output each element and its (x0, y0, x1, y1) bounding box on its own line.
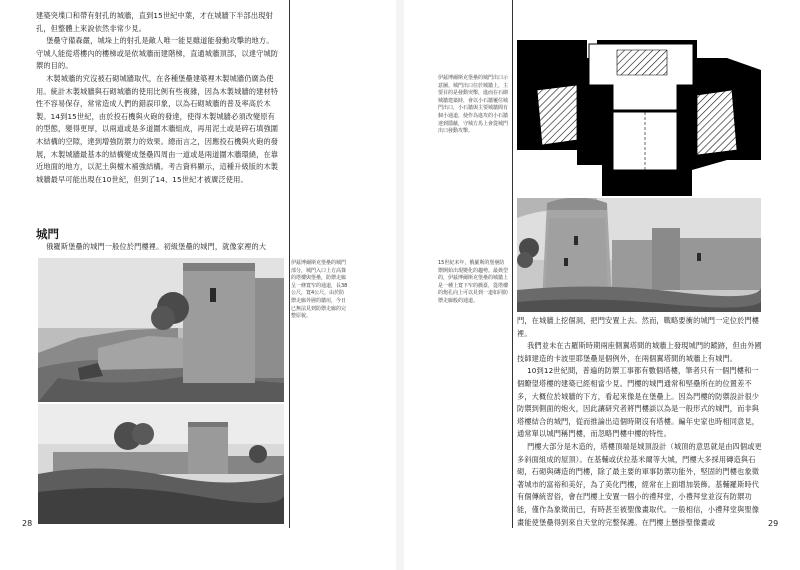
right-paragraph-4: 門樓大部分是木造的，塔樓頂端是城頂設計（城頂的意思就是由四個或更多斜面組成的屋頂）。在基輔或伏拉基米爾等大城，門樓大多採用磚造與石砌，石砌與磚造的門樓，除了最主要的軍事防禦功能外，堅固的門樓也象徵著城市的富裕和美好，為了美化門樓，經常在上面增加裝飾。基輔羅斯時代有個傳統習俗，會在門樓上安置一個小的禮拜堂，小禮拜堂並沒有防禦功能，僅作為象徵而已，有時甚至被聖像畫取代。一般相信，小禮拜堂與聖像畫能使堡壘得到來自天堂的完整保護。在門樓上懸掛聖像畫或 (517, 441, 762, 527)
right-caption-mid: 15世紀末年，俄羅斯的堡壘防禦開始出現變化的趨勢。最典型的，伊茲博爾斯克堡壘的城牆上是一種上寬下窄的戲臺，從塔樓的炮孔向上可以見到一道如同防禦走廊般的通道。 (438, 260, 509, 304)
section-intro (36, 241, 286, 254)
left-page (0, 0, 396, 570)
left-page-number: 28 (22, 519, 33, 528)
left-photo-caption: 伊茲博爾斯克堡壘的城門部分，城門入口上方高聳的塔樓與堡壘，防禦走廊呈一條寬窄的通道，長38公尺，寬4公尺，由於防禦走廊外層的牆垣，今日已無法見到防禦走廊的完整原貌。 (291, 260, 348, 320)
gate-diagram (517, 30, 761, 196)
round-tower-photo (517, 198, 761, 312)
fortress-photo-tower (38, 258, 284, 402)
page-gutter (396, 0, 404, 570)
section-intro-text: 俄羅斯堡壘的城門一般位於門樓裡。初級堡壘的城門，就像家裡的大 (46, 242, 267, 251)
right-paragraph-3: 10到12世紀間，普遍的防禦工事都有數個塔樓，筆者只有一個門樓和一個瞭望塔樓的建築已經相當少見。門樓的城門通常和堅壘所在的位置差不多，大概位於城牆的下方，看起來像是在堡壘上。因為門樓的防禦設計很少防禦到側面的炮火，因此讓研究者將門樓談以為是一般形式的城門，而非與塔樓結合的城門，從而推論出這個時期沒有塔樓。編年史家也時相同意見，通常單以城門稱門樓，而忽略門樓中樓的特性。 (517, 366, 760, 439)
left-paragraph-3: 木製城牆的究沒被石砌城牆取代，在各種堡壘建築裡木製城牆仍廣為使用。統計木製城牆與石砌城牆的使用比例有些複雜，因為木製城牆的建材特性不容易保存，常常造成人們的錯誤印象，以為石砌城牆的普及率高於木製。14到15世紀，由於投石機與火砲的發達，使得木製城牆必須改變原有的型態，變得更厚，以兩道或是多道圍木牆組成，再用泥土或是碎石填強圍木結構的空隙，達到增強防禦力的效果。總而言之，因應投石機與火砲的發展，木製城牆最基本的結構變成堡壘四周由一道或是兩道圍木牆環繞，在靠近地面的地方，以泥土與檀木補強結構。考古資料顯示，這種升級版的木製城牆最早可能出現在10世紀，但到了14、15世紀才被廣泛使用。 (36, 73, 279, 184)
left-column-rule (289, 0, 290, 528)
right-column-rule (512, 0, 513, 528)
right-paragraph-2: 我們並未在古羅斯時期兩座側翼塔間的城牆上發現城門的蹤跡，但由外國技師建造的卡波里耶堡壘是個例外，在兩個翼塔間的城牆上有城門。 (517, 341, 762, 363)
left-paragraph-2: 堡壘守備森嚴，城垛上的射孔是敵人唯一能見雖道能發動攻擊的地方。守城人能從塔樓內的樓梯或是依城牆而建階梯，直通城牆頂部，以達守城防禦的目的。 (36, 36, 279, 71)
fortress-photo-wall (38, 404, 284, 524)
right-paragraph-1: 門，在城牆上挖個洞，把門安置上去。然而，戰略要衝的城門一定位於門樓裡。 (517, 316, 760, 338)
left-body-text (36, 10, 280, 186)
right-caption-top: 伊茲博爾斯克堡壘的城門出口示意圖。城門出口位於城牆上，主要目的是發動突擊，進而在石砌城牆建築時，會以小石牆覆住城門出口，小石牆與主要城牆間有個小通道，使作為進攻的小石牆達到隱蔽，守城方馬上會從城門出口發動攻擊。 (438, 75, 509, 135)
right-body-text (517, 315, 763, 529)
right-page (404, 0, 800, 570)
section-heading: 城門 (36, 227, 59, 241)
right-page-number: 29 (768, 519, 779, 528)
left-paragraph-1: 建築突堞口和帶有射孔的城牆，直到15世紀中葉，才在城牆下半部出現射孔，但整體上來說依然非常少見。 (36, 11, 273, 33)
